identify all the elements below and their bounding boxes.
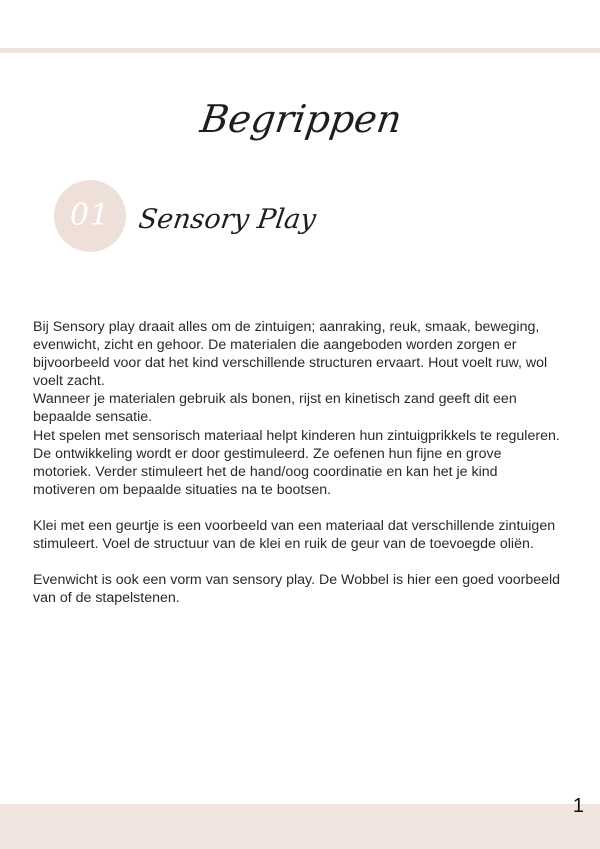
paragraph-development: Het spelen met sensorisch materiaal helpt kinderen hun zintuigprikkels te reguleren. De ontwikkeling wordt er door gestimuleerd. Ze oefenen hun fijne en grove motoriek. Verder stimuleert het de hand/oog coordinatie en kan het je kind motiveren om bepaalde situaties na te bootsen. xyxy=(33,427,560,498)
paragraph-sensory-intro: Bij Sensory play draait alles om de zintuigen; aanraking, reuk, smaak, beweging, evenwicht, zicht en gehoor. De materialen die aangeboden worden zorgen er bijvoorbeeld voor dat het kind verschillende structuren ervaart. Hout voelt ruw, wol voelt zacht. xyxy=(33,319,548,390)
page-title xyxy=(197,82,405,152)
body-text xyxy=(33,318,563,608)
page-title-text: Begrippen xyxy=(197,98,405,142)
section-title-text: Sensory Play xyxy=(136,204,318,235)
section-title xyxy=(135,190,318,246)
section-number-badge xyxy=(54,180,126,252)
paragraph-balance: Evenwicht is ook een vorm van sensory play. De Wobbel is hier een goed voorbeeld van of de stapelstenen. xyxy=(33,572,561,607)
top-decor-band xyxy=(0,48,600,53)
section-number: 01 xyxy=(69,198,111,233)
page-number: 1 xyxy=(572,795,584,817)
paragraph-clay: Klei met een geurtje is een voorbeeld van een materiaal dat verschillende zintuigen stimuleert. Voel de structuur van de klei en ruik de geur van de toevoegde oliën. xyxy=(33,518,556,553)
paragraph-spacer xyxy=(33,553,563,571)
paragraph-spacer xyxy=(33,499,563,517)
bottom-decor-band xyxy=(0,804,600,849)
paragraph-materials: Wanneer je materialen gebruik als bonen, rijst en kinetisch zand geeft dit een bepaalde sensatie. xyxy=(33,391,517,426)
